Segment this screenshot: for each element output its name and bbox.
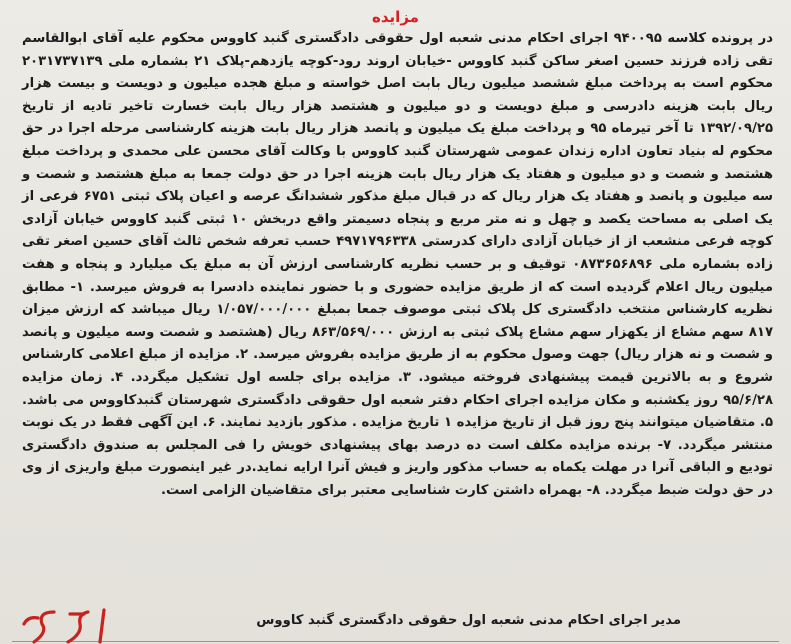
bottom-rule — [12, 641, 779, 642]
notice-body — [12, 28, 779, 502]
notice-paragraph: در پرونده کلاسه ۹۴۰۰۹۵ اجرای احکام مدنی شعبه اول حقوقی دادگستری گنبد کاووس محکوم علیه آقای ابوالقاسم تقی زاده فرزند حسین اصغر ساکن گنبد کاووس -خیابان اروند رود-کوچه یازدهم-پلاک ۲۱ بشماره ملی ۲۰۳۱۷۳۷۱۳۹ محکوم است به پرداخت مبلغ ششصد میلیون ریال بابت اصل خواسته و مبلغ هجده میلیون و دویست و بیست هزار ریال بابت هزینه دادرسی و مبلغ دویست و دو میلیون و هشتصد هزار ریال بابت خسارت تاخیر تادیه از تاریخ ۱۳۹۲/۰۹/۲۵ تا آخر تیرماه ۹۵ و پرداخت مبلغ یک میلیون و پانصد هزار ریال بابت هزینه کارشناسی مرحله اجرا در حق محکوم له بنیاد تعاون اداره زندان عمومی شهرستان گنبد کاووس با وکالت آقای محسن علی محمدی و پرداخت مبلغ هشتصد و شصت و دو میلیون و هفتاد یک هزار ریال بابت هزینه اجرا در حق دولت جمعا به مبلغ هشتصد و شصت و سه میلیون و پانصد و هفتاد یک هزار ریال که در قبال مبلغ مذکور ششدانگ عرصه و اعیان پلاک ثبتی ۶۷۵۱ فرعی از یک اصلی به مساحت یکصد و چهل و نه متر مربع و پنجاه دسیمتر واقع دربخش ۱۰ ثبتی گنبد کاووس خیابان آزادی کوچه فرعی منشعب از از خیابان آزادی دارای کدرستی ۴۹۷۱۷۹۶۳۳۸ حسب تعرفه شخص ثالث آقای حسین اصغر تقی زاده بشماره ملی ۰۸۷۳۶۵۶۸۹۶ توقیف و بر حسب نظریه کارشناسی ارزش آن به مبلغ یک میلیارد و پنجاه و هفت میلیون ریال اعلام گردیده است که از طریق مزایده حضوری و با حضور نماینده دادسرا به فروش میرسد. ۱- مطابق نظریه کارشناس منتخب دادگستری کل پلاک ثبتی موصوف جمعا بمبلغ ۱/۰۵۷/۰۰۰/۰۰۰ ریال میباشد که ارزش میزان ۸۱۷ سهم مشاع از یکهزار سهم مشاع پلاک ثبتی به ارزش ۸۶۳/۵۶۹/۰۰۰ ریال (هشتصد و شصت وسه میلیون و پانصد و شصت و نه هزار ریال) جهت وصول محکوم به از طریق مزایده بفروش میرسد. ۲. مزایده از مبلغ اعلامی کارشناس شروع و به بالاترین قیمت پیشنهادی فروخته میشود. ۳. مزایده برای جلسه اول تشکیل میگردد. ۴. زمان مزایده ۹۵/۶/۲۸ روز یکشنبه و مکان مزایده اجرای احکام دفتر شعبه اول حقوقی دادگستری شهرستان گنبدکاووس می باشد. ۵. متقاضیان میتوانند پنج روز قبل از تاریخ مزایده ۱ تاریخ مزایده . مذکور بازدید نمایند. ۶. این آگهی فقط در یک نوبت منتشر میگردد. ۷- برنده مزایده مکلف است ده درصد بهای پیشنهادی خویش را فی المجلس به صندوق دادگستری تودیع و الباقی آنرا در مهلت یکماه به حساب مذکور واریز و فیش آنرا ارایه نماید.در غیر اینصورت مبلغ واریزی از وی در حق دولت ضبط میگردد. ۸- بهمراه داشتن کارت شناسایی معتبر برای متقاضیان الزامی است. — [22, 31, 774, 498]
notice-signature: مدیر اجرای احکام مدنی شعبه اول حقوقی دادگستری گنبد کاووس — [256, 613, 681, 628]
handwritten-number-mark — [8, 604, 118, 644]
notice-title: مزایده — [372, 8, 419, 26]
